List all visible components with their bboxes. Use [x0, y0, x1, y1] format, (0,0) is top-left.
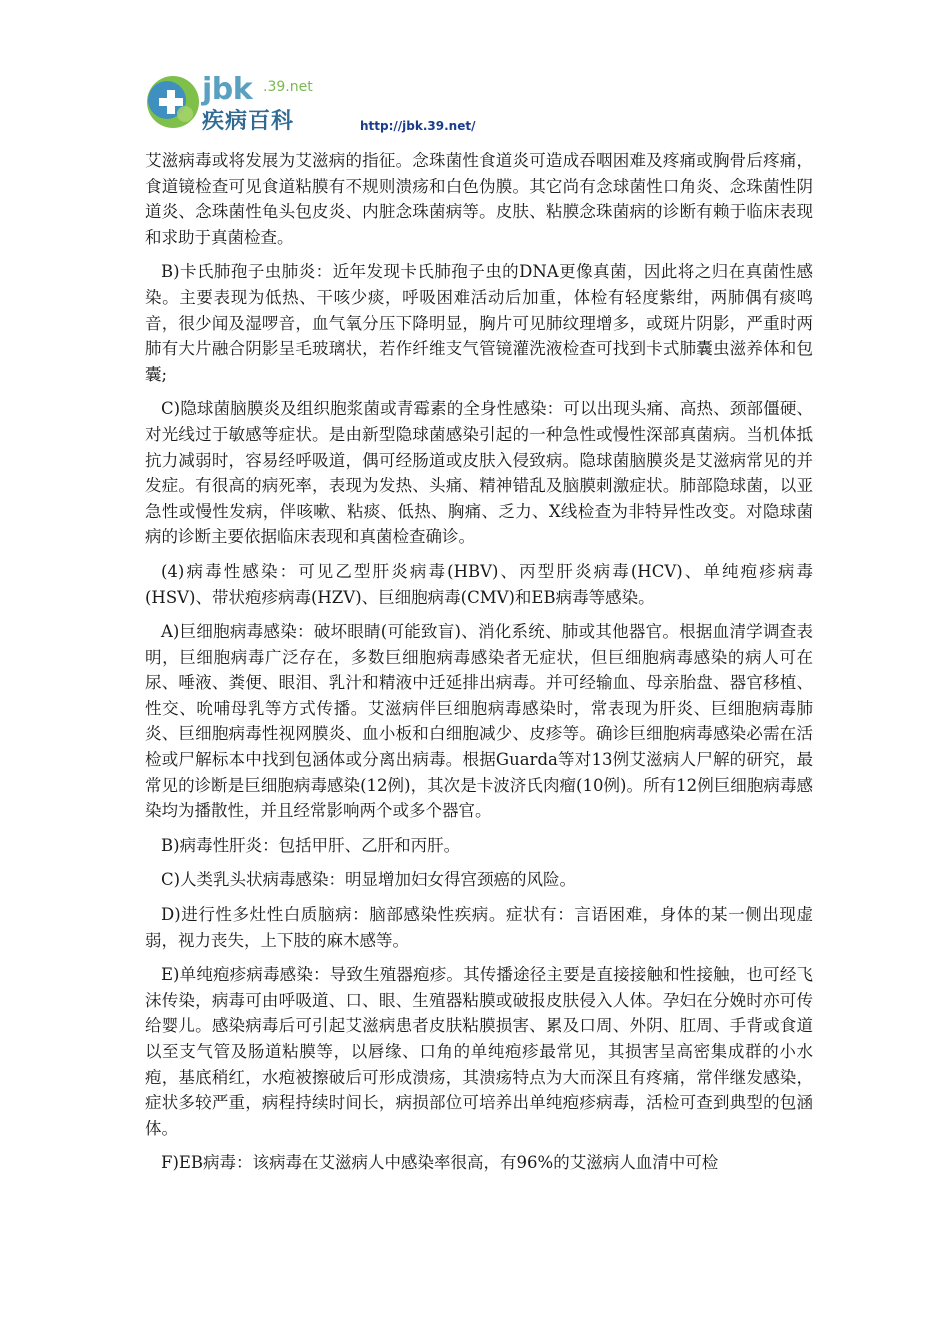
logo-jbk-text: jbk	[202, 72, 253, 107]
jbk-logo[interactable]	[140, 70, 330, 134]
paragraph-2: B)卡氏肺孢子虫肺炎：近年发现卡氏肺孢子虫的DNA更像真菌，因此将之归在真菌性感染。主要表现为低热、干咳少痰，呼吸困难活动后加重，体检有轻度紫绀，两肺偶有痰鸣音，很少闻及湿啰音，血气氧分压下降明显，胸片可见肺纹理增多，或斑片阴影，严重时两肺有大片融合阴影呈毛玻璃状，若作纤维支气管镜灌洗液检查可找到卡式肺囊虫滋养体和包囊;	[145, 262, 813, 384]
logo-chinese-text: 疾病百科	[202, 109, 295, 134]
article-body	[145, 148, 813, 1185]
medical-cross-logo-icon	[145, 74, 201, 130]
paragraph-1: 艾滋病毒或将发展为艾滋病的指征。念珠菌性食道炎可造成吞咽困难及疼痛或胸骨后疼痛，食道镜检查可见食道粘膜有不规则溃疡和白色伪膜。其它尚有念球菌性口角炎、念珠菌性阴道炎、念珠菌性龟头包皮炎、内脏念珠菌病等。皮肤、粘膜念珠菌病的诊断有赖于临床表现和求助于真菌检查。	[145, 151, 813, 247]
paragraph-7: C)人类乳头状病毒感染：明显增加妇女得宫颈癌的风险。	[161, 870, 577, 890]
paragraph-8: D)进行性多灶性白质脑病：脑部感染性疾病。症状有：言语困难，身体的某一侧出现虚弱，视力丧失，上下肢的麻木感等。	[145, 905, 813, 950]
paragraph-10: F)EB病毒：该病毒在艾滋病人中感染率很高，有96%的艾滋病人血清中可检	[161, 1153, 719, 1173]
paragraph-5: A)巨细胞病毒感染：破坏眼睛(可能致盲)、消化系统、肺或其他器官。根据血清学调查表明，巨细胞病毒广泛存在，多数巨细胞病毒感染者无症状，但巨细胞病毒感染的病人可在尿、唾液、粪便、眼泪、乳汁和精液中迁延排出病毒。并可经输血、母亲胎盘、器官移植、性交、吮哺母乳等方式传播。艾滋病伴巨细胞病毒感染时，常表现为肝炎、巨细胞病毒肺炎、巨细胞病毒性视网膜炎、血小板和白细胞减少、皮疹等。确诊巨细胞病毒感染必需在活检或尸解标本中找到包涵体或分离出病毒。根据Guarda等对13例艾滋病人尸解的研究，最常见的诊断是巨细胞病毒感染(12例)，其次是卡波济氏肉瘤(10例)。所有12例巨细胞病毒感染均为播散性，并且经常影响两个或多个器官。	[145, 622, 813, 821]
paragraph-4: (4)病毒性感染：可见乙型肝炎病毒(HBV)、丙型肝炎病毒(HCV)、单纯疱疹病毒(HSV)、带状疱疹病毒(HZV)、巨细胞病毒(CMV)和EB病毒等感染。	[145, 561, 813, 607]
page-header	[140, 70, 740, 140]
logo-net-text: .39.net	[263, 79, 313, 95]
paragraph-3: C)隐球菌脑膜炎及组织胞浆菌或青霉素的全身性感染：可以出现头痛、高热、颈部僵硬、对光线过于敏感等症状。是由新型隐球菌感染引起的一种急性或慢性深部真菌病。当机体抵抗力减弱时，容易经呼吸道，偶可经肠道或皮肤入侵致病。隐球菌脑膜炎是艾滋病常见的并发症。有很高的病死率，表现为发热、头痛、精神错乱及脑膜刺激症状。肺部隐球菌，以亚急性或慢性发病，伴咳嗽、粘痰、低热、胸痛、乏力、X线检查为非特异性改变。对隐球菌病的诊断主要依据临床表现和真菌检查确诊。	[145, 399, 813, 547]
paragraph-9: E)单纯疱疹病毒感染：导致生殖器疱疹。其传播途径主要是直接接触和性接触，也可经飞沫传染，病毒可由呼吸道、口、眼、生殖器粘膜或破报皮肤侵入人体。孕妇在分娩时亦可传给婴儿。感染病毒后可引起艾滋病患者皮肤粘膜损害、累及口周、外阴、肛周、手背或食道以至支气管及肠道粘膜等，以唇缘、口角的单纯疱疹最常见，其损害呈高密集成群的小水疱，基底稍红，水疱被擦破后可形成溃疡，其溃疡特点为大而深且有疼痛，常伴继发感染，症状多较严重，病程持续时间长，病损部位可培养出单纯疱疹病毒，活检可查到典型的包涵体。	[145, 965, 813, 1138]
paragraph-6: B)病毒性肝炎：包括甲肝、乙肝和丙肝。	[161, 835, 461, 855]
site-url-link[interactable]: http://jbk.39.net/	[360, 119, 476, 133]
